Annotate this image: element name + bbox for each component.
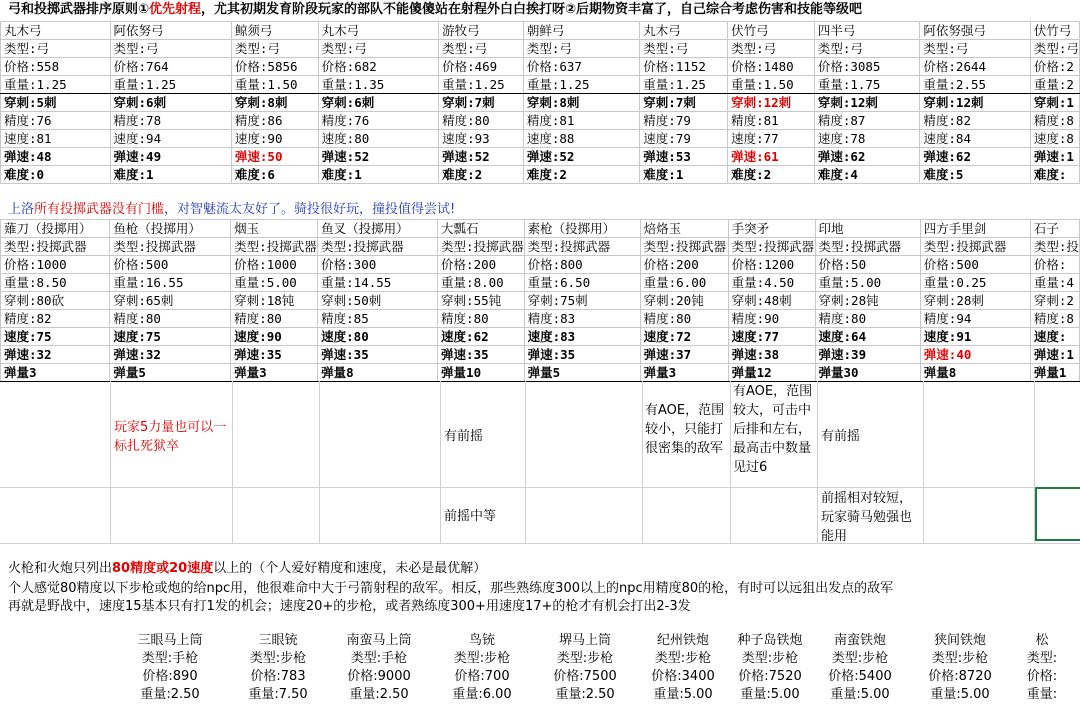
thrown-cell-speed[interactable]: 速度:77 (728, 328, 815, 346)
grid-line (232, 381, 233, 543)
thrown-cell-ammo[interactable]: 弹量8 (920, 364, 1030, 382)
thrown-cell-ammo[interactable]: 弹量30 (815, 364, 920, 382)
bows-cell-type[interactable]: 类型:弓 (920, 40, 1031, 58)
thrown-cell-name[interactable]: 大瓢石 (438, 220, 525, 238)
guns-cell-type[interactable]: 类型:步枪 (249, 651, 307, 666)
thrown-cell-weight[interactable]: 重量:14.55 (318, 274, 438, 292)
grid-line (440, 381, 441, 543)
guns-cell-price[interactable]: 价格:890 (142, 669, 198, 684)
bows-cell-name[interactable]: 丸木弓 (640, 22, 728, 40)
bows-cell-type[interactable]: 类型:弓 (318, 40, 438, 58)
bows-cell-pierce[interactable]: 穿刺:8刺 (523, 94, 639, 112)
thrown-cell-weight[interactable]: 重量:8.50 (1, 274, 110, 292)
thrown-cell-mspeed[interactable]: 弹速:40 (920, 346, 1030, 364)
bows-cell-speed[interactable]: 速度:93 (439, 130, 524, 148)
bows-cell-weight[interactable]: 重量:1.25 (640, 76, 728, 94)
bows-cell-type[interactable]: 类型:弓 (1030, 40, 1079, 58)
thrown-cell-ammo[interactable]: 弹量8 (318, 364, 438, 382)
bows-cell-weight[interactable]: 重量:1.25 (1, 76, 111, 94)
thrown-cell-pierce[interactable]: 穿刺:48刺 (728, 292, 815, 310)
thrown-cell-name[interactable]: 手突矛 (728, 220, 815, 238)
bows-cell-diff[interactable]: 难度:2 (439, 166, 524, 184)
bows-cell-diff[interactable]: 难度:1 (640, 166, 728, 184)
thrown-cell-name[interactable]: 素枪（投掷用） (524, 220, 640, 238)
thrown-cell-pierce[interactable]: 穿刺:20钝 (640, 292, 728, 310)
bows-cell-mspeed[interactable]: 弹速:61 (728, 148, 815, 166)
thrown-table (0, 219, 1080, 382)
thrown-cell-type[interactable]: 类型:投掷武器 (815, 238, 920, 256)
thrown-cell-price[interactable]: 价格:1000 (1, 256, 110, 274)
note-cell[interactable]: 有AOE，范围较小，只能打很密集的敌军 (645, 403, 725, 456)
bows-cell-type[interactable]: 类型:弓 (1, 40, 111, 58)
bows-cell-diff[interactable]: 难度:2 (523, 166, 639, 184)
bows-cell-price[interactable]: 价格:558 (1, 58, 111, 76)
guns-cell-type[interactable]: 类型:步枪 (556, 651, 614, 666)
thrown-cell-mspeed[interactable]: 弹速:35 (231, 346, 318, 364)
bows-cell-diff[interactable]: 难度:0 (1, 166, 111, 184)
thrown-cell-type[interactable]: 类型:投掷武器 (728, 238, 815, 256)
thrown-cell-weight[interactable]: 重量:5.00 (231, 274, 318, 292)
guns-cell-price[interactable]: 价格:9000 (347, 669, 411, 684)
guns-cell-type[interactable]: 类型:步枪 (931, 651, 989, 666)
grid-line (110, 381, 111, 543)
bows-cell-mspeed[interactable]: 弹速:52 (523, 148, 639, 166)
heading-highlight: 所有投掷武器没有门槛 (34, 202, 165, 217)
thrown-cell-acc[interactable]: 精度:90 (728, 310, 815, 328)
thrown-cell-weight[interactable]: 重量:5.00 (815, 274, 920, 292)
thrown-cell-type[interactable]: 类型:投掷武器 (318, 238, 438, 256)
bows-cell-acc[interactable]: 精度:8 (1030, 112, 1079, 130)
bows-cell-mspeed[interactable]: 弹速:48 (1, 148, 111, 166)
bows-cell-mspeed[interactable]: 弹速:50 (231, 148, 318, 166)
bows-cell-pierce[interactable]: 穿刺:7刺 (439, 94, 524, 112)
thrown-cell-pierce[interactable]: 穿刺:75刺 (524, 292, 640, 310)
bows-cell-speed[interactable]: 速度:90 (231, 130, 318, 148)
thrown-cell-weight[interactable]: 重量:4.50 (728, 274, 815, 292)
thrown-cell-type[interactable]: 类型:投掷武器 (1, 238, 110, 256)
bows-cell-pierce[interactable]: 穿刺:5刺 (1, 94, 111, 112)
thrown-cell-speed[interactable]: 速度:75 (110, 328, 231, 346)
bows-cell-price[interactable]: 价格:469 (439, 58, 524, 76)
guns-cell-name[interactable]: 纪州铁炮 (656, 633, 709, 648)
bows-cell-pierce[interactable]: 穿刺:6刺 (110, 94, 231, 112)
thrown-cell-acc[interactable]: 精度:85 (318, 310, 438, 328)
bows-cell-mspeed[interactable]: 弹速:1 (1030, 148, 1079, 166)
bows-cell-speed[interactable]: 速度:79 (640, 130, 728, 148)
heading-highlight: 80精度或20速度 (112, 561, 214, 576)
note-cell[interactable]: 前摇相对较短，玩家骑马勉强也能用 (821, 491, 913, 544)
bows-cell-name[interactable]: 阿依努强弓 (920, 22, 1031, 40)
thrown-cell-mspeed[interactable]: 弹速:38 (728, 346, 815, 364)
bows-cell-pierce[interactable]: 穿刺:8刺 (231, 94, 318, 112)
bows-cell-speed[interactable]: 速度:81 (1, 130, 111, 148)
guns-cell-name[interactable]: 三眼铳 (258, 633, 298, 648)
thrown-cell-name[interactable]: 石子 (1030, 220, 1079, 238)
thrown-cell-speed[interactable]: 速度:91 (920, 328, 1030, 346)
note-cell[interactable]: 有前摇 (444, 429, 484, 444)
thrown-cell-name[interactable]: 薙刀（投掷用） (1, 220, 110, 238)
guns-cell-price[interactable]: 价格:7520 (738, 669, 802, 684)
thrown-cell-ammo[interactable]: 弹量5 (524, 364, 640, 382)
thrown-cell-mspeed[interactable]: 弹速:35 (318, 346, 438, 364)
thrown-cell-type[interactable]: 类型:投掷武器 (231, 238, 318, 256)
thrown-cell-name[interactable]: 印地 (815, 220, 920, 238)
bows-cell-speed[interactable]: 速度:84 (920, 130, 1031, 148)
heading-text: 弓和投掷武器排序原则① (8, 2, 150, 17)
grid-line (730, 381, 731, 543)
thrown-cell-ammo[interactable]: 弹量10 (438, 364, 525, 382)
guns-cell-type[interactable]: 类型:步枪 (453, 651, 511, 666)
thrown-cell-acc[interactable]: 精度:80 (438, 310, 525, 328)
thrown-cell-price[interactable]: 价格:200 (438, 256, 525, 274)
bows-cell-pierce[interactable]: 穿刺:12刺 (728, 94, 815, 112)
selected-cell[interactable] (1035, 487, 1080, 541)
bows-cell-diff[interactable]: 难度: (1030, 166, 1079, 184)
guns-cell-price[interactable]: 价格:7500 (553, 669, 617, 684)
bows-cell-mspeed[interactable]: 弹速:62 (814, 148, 920, 166)
bows-cell-weight[interactable]: 重量:1.50 (728, 76, 815, 94)
thrown-cell-acc[interactable]: 精度:80 (110, 310, 231, 328)
thrown-cell-pierce[interactable]: 穿刺:65刺 (110, 292, 231, 310)
thrown-cell-acc[interactable]: 精度:80 (640, 310, 728, 328)
thrown-cell-type[interactable]: 类型:投掷武器 (110, 238, 231, 256)
thrown-cell-mspeed[interactable]: 弹速:39 (815, 346, 920, 364)
thrown-cell-name[interactable]: 焙烙玉 (640, 220, 728, 238)
bows-cell-price[interactable]: 价格:764 (110, 58, 231, 76)
thrown-cell-type[interactable]: 类型:投掷武器 (524, 238, 640, 256)
grid-line (642, 381, 643, 543)
thrown-cell-pierce[interactable]: 穿刺:2 (1030, 292, 1079, 310)
bows-cell-diff[interactable]: 难度:4 (814, 166, 920, 184)
gun-note-2: 再就是野战中，速度15基本只有打1发的机会；速度20+的步枪，或者熟练度300+用速度17+的枪才有机会打出2-3发 (8, 599, 691, 614)
bows-cell-speed[interactable]: 速度:78 (814, 130, 920, 148)
thrown-cell-type[interactable]: 类型:投掷武器 (438, 238, 525, 256)
thrown-cell-speed[interactable]: 速度:83 (524, 328, 640, 346)
bows-cell-type[interactable]: 类型:弓 (640, 40, 728, 58)
thrown-cell-price[interactable]: 价格:500 (920, 256, 1030, 274)
bows-cell-acc[interactable]: 精度:81 (523, 112, 639, 130)
guns-cell-price[interactable]: 价格:783 (250, 669, 306, 684)
thrown-cell-price[interactable]: 价格:1000 (231, 256, 318, 274)
thrown-cell-speed[interactable]: 速度:75 (1, 328, 110, 346)
grid-line (0, 487, 1080, 488)
bows-cell-pierce[interactable]: 穿刺:12刺 (920, 94, 1031, 112)
bows-cell-name[interactable]: 丸木弓 (1, 22, 111, 40)
thrown-cell-type[interactable]: 类型:投掷武器 (640, 238, 728, 256)
bows-cell-name[interactable]: 伏竹弓 (728, 22, 815, 40)
thrown-cell-mspeed[interactable]: 弹速:32 (110, 346, 231, 364)
thrown-cell-name[interactable]: 烟玉 (231, 220, 318, 238)
thrown-cell-name[interactable]: 四方手里剑 (920, 220, 1030, 238)
bows-cell-acc[interactable]: 精度:80 (439, 112, 524, 130)
bows-cell-name[interactable]: 朝鲜弓 (523, 22, 639, 40)
guns-cell-price[interactable]: 价格:8720 (928, 669, 992, 684)
guns-cell-type[interactable]: 类型:手枪 (350, 651, 408, 666)
bows-cell-weight[interactable]: 重量:1.25 (110, 76, 231, 94)
thrown-cell-name[interactable]: 鱼枪（投掷用） (110, 220, 231, 238)
bows-cell-type[interactable]: 类型:弓 (814, 40, 920, 58)
bows-cell-type[interactable]: 类型:弓 (728, 40, 815, 58)
bows-cell-price[interactable]: 价格:5856 (231, 58, 318, 76)
bows-cell-name[interactable]: 丸木弓 (318, 22, 438, 40)
thrown-cell-speed[interactable]: 速度:80 (318, 328, 438, 346)
thrown-cell-price[interactable]: 价格: (1030, 256, 1079, 274)
thrown-cell-price[interactable]: 价格:50 (815, 256, 920, 274)
bows-cell-acc[interactable]: 精度:81 (728, 112, 815, 130)
thrown-cell-acc[interactable]: 精度:94 (920, 310, 1030, 328)
bows-cell-price[interactable]: 价格:637 (523, 58, 639, 76)
thrown-cell-mspeed[interactable]: 弹速:1 (1030, 346, 1079, 364)
guns-cell-weight[interactable]: 重量:2.50 (349, 687, 409, 702)
thrown-cell-weight[interactable]: 重量:8.00 (438, 274, 525, 292)
bows-cell-diff[interactable]: 难度:5 (920, 166, 1031, 184)
thrown-cell-type[interactable]: 类型:投 (1030, 238, 1079, 256)
bows-cell-speed[interactable]: 速度:80 (318, 130, 438, 148)
bows-cell-price[interactable]: 价格:1480 (728, 58, 815, 76)
thrown-cell-ammo[interactable]: 弹量5 (110, 364, 231, 382)
bows-cell-diff[interactable]: 难度:2 (728, 166, 815, 184)
thrown-cell-price[interactable]: 价格:200 (640, 256, 728, 274)
bows-cell-acc[interactable]: 精度:76 (1, 112, 111, 130)
bows-cell-type[interactable]: 类型:弓 (439, 40, 524, 58)
thrown-cell-name[interactable]: 鱼叉（投掷用） (318, 220, 438, 238)
bows-cell-weight[interactable]: 重量:1.75 (814, 76, 920, 94)
thrown-cell-acc[interactable]: 精度:80 (815, 310, 920, 328)
guns-cell-type[interactable]: 类型:步枪 (654, 651, 712, 666)
bows-cell-type[interactable]: 类型:弓 (231, 40, 318, 58)
bows-cell-pierce[interactable]: 穿刺:1 (1030, 94, 1079, 112)
heading-text: ，尤其初期发育阶段玩家的部队不能傻傻站在射程外白白挨打呀②后期物资丰富了，自己综合考虑伤害和技能等级吧 (201, 2, 863, 17)
thrown-cell-pierce[interactable]: 穿刺:50刺 (318, 292, 438, 310)
bows-cell-price[interactable]: 价格:2644 (920, 58, 1031, 76)
thrown-cell-acc[interactable]: 精度:8 (1030, 310, 1079, 328)
guns-cell-weight[interactable]: 重量:2.50 (555, 687, 615, 702)
bows-cell-name[interactable]: 四半弓 (814, 22, 920, 40)
bows-cell-price[interactable]: 价格:1152 (640, 58, 728, 76)
guns-cell-price[interactable]: 价格:3400 (651, 669, 715, 684)
heading-text: 火枪和火炮只列出 (8, 561, 113, 576)
guns-cell-name[interactable]: 鸟铳 (468, 633, 495, 648)
guns-cell-type[interactable]: 类型:步枪 (741, 651, 799, 666)
guns-cell-type[interactable]: 类型: (1026, 651, 1058, 666)
thrown-cell-pierce[interactable]: 穿刺:80砍 (1, 292, 110, 310)
thrown-cell-price[interactable]: 价格:800 (524, 256, 640, 274)
grid-line (817, 381, 818, 543)
guns-cell-weight[interactable]: 重量:7.50 (248, 687, 308, 702)
guns-cell-name[interactable]: 南蛮马上筒 (346, 633, 412, 648)
thrown-cell-mspeed[interactable]: 弹速:32 (1, 346, 110, 364)
bows-cell-acc[interactable]: 精度:79 (640, 112, 728, 130)
bows-cell-weight[interactable]: 重量:1.35 (318, 76, 438, 94)
gun-heading (8, 560, 486, 578)
thrown-cell-weight[interactable]: 重量:6.50 (524, 274, 640, 292)
thrown-cell-mspeed[interactable]: 弹速:35 (438, 346, 525, 364)
thrown-cell-ammo[interactable]: 弹量12 (728, 364, 815, 382)
guns-cell-weight[interactable]: 重量:2.50 (140, 687, 200, 702)
note-cell[interactable]: 有AOE，范围较大，可击中后排和左右，最高击中数量见过6 (733, 384, 813, 475)
bows-cell-mspeed[interactable]: 弹速:53 (640, 148, 728, 166)
gun-note-1: 个人感觉80精度以下步枪或炮的给npc用，他很难命中大于弓箭射程的敌军。相反，那些熟练度300以上的npc用精度80的枪，有时可以远狙出发点的敌军 (8, 581, 894, 596)
guns-cell-weight[interactable]: 重量:5.00 (653, 687, 713, 702)
bows-cell-weight[interactable]: 重量:2.55 (920, 76, 1031, 94)
thrown-cell-speed[interactable]: 速度:64 (815, 328, 920, 346)
guns-cell-name[interactable]: 松 (1035, 633, 1049, 648)
bows-cell-speed[interactable]: 速度:88 (523, 130, 639, 148)
thrown-cell-weight[interactable]: 重量:16.55 (110, 274, 231, 292)
thrown-cell-ammo[interactable]: 弹量1 (1030, 364, 1079, 382)
guns-cell-name[interactable]: 种子岛铁炮 (737, 633, 803, 648)
bow-heading (8, 1, 862, 19)
guns-cell-weight[interactable]: 重量:5.00 (930, 687, 990, 702)
guns-cell-weight[interactable]: 重量: (1026, 687, 1058, 702)
bows-cell-acc[interactable]: 精度:86 (231, 112, 318, 130)
thrown-cell-speed[interactable]: 速度: (1030, 328, 1079, 346)
guns-cell-weight[interactable]: 重量:6.00 (452, 687, 512, 702)
bows-cell-mspeed[interactable]: 弹速:49 (110, 148, 231, 166)
bows-cell-weight[interactable]: 重量:1.50 (231, 76, 318, 94)
thrown-cell-speed[interactable]: 速度:90 (231, 328, 318, 346)
guns-cell-name[interactable]: 堺马上筒 (558, 633, 611, 648)
guns-cell-name[interactable]: 三眼马上筒 (137, 633, 203, 648)
bows-cell-diff[interactable]: 难度:1 (110, 166, 231, 184)
thrown-cell-acc[interactable]: 精度:83 (524, 310, 640, 328)
guns-cell-price[interactable]: 价格:700 (454, 669, 510, 684)
bows-cell-price[interactable]: 价格:682 (318, 58, 438, 76)
gun-table (110, 632, 1072, 704)
guns-cell-type[interactable]: 类型:手枪 (141, 651, 199, 666)
heading-highlight: 优先射程 (149, 2, 202, 17)
bows-cell-diff[interactable]: 难度:1 (318, 166, 438, 184)
note-cell[interactable]: 玩家5力量也可以一标扎死狱卒 (114, 420, 227, 454)
bows-cell-price[interactable]: 价格:3085 (814, 58, 920, 76)
thrown-cell-price[interactable]: 价格:500 (110, 256, 231, 274)
guns-cell-type[interactable]: 类型:步枪 (831, 651, 889, 666)
bows-cell-mspeed[interactable]: 弹速:52 (439, 148, 524, 166)
thrown-cell-pierce[interactable]: 穿刺:28钝 (815, 292, 920, 310)
thrown-cell-pierce[interactable]: 穿刺:18钝 (231, 292, 318, 310)
bows-cell-name[interactable]: 鲸须弓 (231, 22, 318, 40)
bows-cell-acc[interactable]: 精度:82 (920, 112, 1031, 130)
bows-cell-pierce[interactable]: 穿刺:6刺 (318, 94, 438, 112)
thrown-cell-weight[interactable]: 重量:4 (1030, 274, 1079, 292)
bows-cell-acc[interactable]: 精度:87 (814, 112, 920, 130)
thrown-cell-weight[interactable]: 重量:6.00 (640, 274, 728, 292)
guns-cell-name[interactable]: 南蛮铁炮 (833, 633, 886, 648)
bows-cell-weight[interactable]: 重量:2 (1030, 76, 1079, 94)
guns-cell-price[interactable]: 价格: (1026, 669, 1058, 684)
bows-cell-type[interactable]: 类型:弓 (523, 40, 639, 58)
heading-text: 以上的（个人爱好精度和速度，未必是最优解） (213, 561, 487, 576)
bows-cell-pierce[interactable]: 穿刺:12刺 (814, 94, 920, 112)
bows-cell-type[interactable]: 类型:弓 (110, 40, 231, 58)
thrown-cell-mspeed[interactable]: 弹速:37 (640, 346, 728, 364)
heading-text: ，对智魅流太友好了。骑投很好玩，撞投值得尝试! (164, 202, 456, 217)
thrown-cell-price[interactable]: 价格:300 (318, 256, 438, 274)
thrown-cell-speed[interactable]: 速度:72 (640, 328, 728, 346)
grid-line (923, 381, 924, 543)
bows-cell-weight[interactable]: 重量:1.25 (439, 76, 524, 94)
thrown-cell-ammo[interactable]: 弹量3 (1, 364, 110, 382)
thrown-cell-acc[interactable]: 精度:82 (1, 310, 110, 328)
bows-cell-name[interactable]: 伏竹弓 (1030, 22, 1079, 40)
bows-cell-price[interactable]: 价格:2 (1030, 58, 1079, 76)
guns-cell-price[interactable]: 价格:5400 (828, 669, 892, 684)
thrown-cell-acc[interactable]: 精度:80 (231, 310, 318, 328)
note-cell[interactable]: 前摇中等 (444, 509, 497, 524)
thrown-cell-ammo[interactable]: 弹量3 (640, 364, 728, 382)
bows-cell-speed[interactable]: 速度:77 (728, 130, 815, 148)
guns-cell-name[interactable]: 狭间铁炮 (933, 633, 986, 648)
bows-cell-mspeed[interactable]: 弹速:52 (318, 148, 438, 166)
bows-cell-speed[interactable]: 速度:8 (1030, 130, 1079, 148)
bows-cell-diff[interactable]: 难度:6 (231, 166, 318, 184)
bow-table (0, 21, 1080, 184)
bows-cell-name[interactable]: 游牧弓 (439, 22, 524, 40)
note-cell[interactable]: 有前摇 (821, 429, 861, 444)
thrown-cell-pierce[interactable]: 穿刺:55钝 (438, 292, 525, 310)
thrown-cell-price[interactable]: 价格:1200 (728, 256, 815, 274)
thrown-cell-mspeed[interactable]: 弹速:35 (524, 346, 640, 364)
bows-cell-mspeed[interactable]: 弹速:62 (920, 148, 1031, 166)
thrown-cell-speed[interactable]: 速度:62 (438, 328, 525, 346)
thrown-cell-weight[interactable]: 重量:0.25 (920, 274, 1030, 292)
guns-cell-weight[interactable]: 重量:5.00 (740, 687, 800, 702)
bows-cell-acc[interactable]: 精度:78 (110, 112, 231, 130)
bows-cell-name[interactable]: 阿依努弓 (110, 22, 231, 40)
thrown-heading (8, 201, 455, 219)
guns-cell-weight[interactable]: 重量:5.00 (830, 687, 890, 702)
thrown-cell-ammo[interactable]: 弹量3 (231, 364, 318, 382)
grid-line (319, 381, 320, 543)
bows-cell-speed[interactable]: 速度:94 (110, 130, 231, 148)
bows-cell-pierce[interactable]: 穿刺:7刺 (640, 94, 728, 112)
bows-cell-weight[interactable]: 重量:1.25 (523, 76, 639, 94)
thrown-cell-pierce[interactable]: 穿刺:28刺 (920, 292, 1030, 310)
grid-line (525, 381, 526, 543)
bows-cell-acc[interactable]: 精度:76 (318, 112, 438, 130)
heading-text: 上洛 (8, 202, 35, 217)
thrown-cell-type[interactable]: 类型:投掷武器 (920, 238, 1030, 256)
